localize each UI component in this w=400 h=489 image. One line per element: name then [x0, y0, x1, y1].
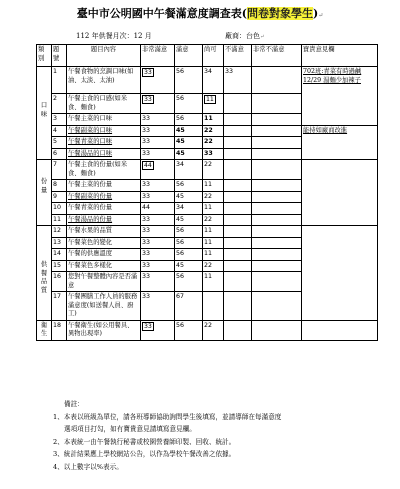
row-number: 2 — [52, 94, 67, 114]
title-highlight[interactable]: 問卷對象學生 — [246, 7, 313, 20]
row-item: 午餐副菜的口味 — [67, 125, 141, 137]
row-number: 16 — [52, 272, 67, 292]
very-satisfied-value: 33 — [144, 69, 152, 76]
satisfied-value: 67 — [175, 292, 203, 321]
very-satisfied-value: 33 — [141, 260, 175, 272]
header-unsatisfied: 不滿意 — [224, 45, 252, 67]
satisfied-value: 56 — [175, 94, 203, 114]
notes-section — [36, 398, 377, 473]
satisfied-value: 45 — [175, 137, 203, 149]
satisfied-value: 34 — [175, 160, 203, 180]
row-item: 午餐青菜的口味 — [67, 137, 141, 149]
very-satisfied-value: 33 — [144, 96, 152, 103]
table-row — [37, 160, 378, 180]
ok-value: 22 — [203, 320, 224, 340]
very-satisfied-value: 44 — [144, 162, 152, 169]
row-number: 5 — [52, 137, 67, 149]
ok-value: 22 — [203, 260, 224, 272]
ok-value: 22 — [203, 160, 224, 180]
very-satisfied-value: 33 — [141, 214, 175, 226]
header-very-satisfied: 非常滿意 — [141, 45, 175, 67]
row-item: 午餐青菜的份量 — [67, 203, 141, 215]
row-item: 午餐菜色的變化 — [67, 237, 141, 249]
header-category: 類別 — [37, 45, 52, 67]
ok-value: 22 — [203, 191, 224, 203]
table-row — [37, 320, 378, 340]
survey-table — [36, 44, 378, 341]
very-unsatisfied-value — [252, 94, 302, 114]
notes-heading: 備註： — [64, 400, 84, 408]
row-item: 午餐主菜的口味 — [67, 114, 141, 126]
row-item: 午餐團膳工作人員的服務滿意度(如送餐人員、廚工) — [67, 292, 141, 321]
ok-value: 11 — [203, 249, 224, 261]
satisfied-value: 56 — [175, 67, 203, 94]
category-amount: 份量 — [37, 160, 52, 226]
row-number: 15 — [52, 260, 67, 272]
very-satisfied-value: 33 — [141, 237, 175, 249]
very-satisfied-value: 33 — [141, 226, 175, 238]
satisfied-value: 45 — [175, 214, 203, 226]
satisfied-value: 45 — [175, 191, 203, 203]
supply-month: 112 年供餐月次：12 月 — [76, 32, 152, 40]
satisfied-value: 45 — [175, 125, 203, 137]
header-number: 題號 — [52, 45, 67, 67]
ok-value: 11 — [203, 180, 224, 192]
header-item: 題目內容 — [67, 45, 141, 67]
very-unsatisfied-value — [252, 67, 302, 94]
very-satisfied-value: 44 — [141, 203, 175, 215]
row-item: 午餐的供應溫度 — [67, 249, 141, 261]
ok-value: 11 — [203, 203, 224, 215]
row-item: 午餐副菜的份量 — [67, 191, 141, 203]
unsatisfied-value: 33 — [224, 67, 252, 94]
very-satisfied-value: 33 — [141, 137, 175, 149]
ok-value: 34 — [203, 67, 224, 94]
table-header-row — [37, 45, 378, 67]
very-satisfied-value: 33 — [141, 191, 175, 203]
category-hygiene: 衛生 — [37, 320, 52, 340]
ok-value: 22 — [203, 214, 224, 226]
vendor: 廠商：台色↵ — [225, 32, 265, 40]
row-item: 午餐食物的烹調口味(如油、太淡、太油) — [67, 67, 141, 94]
table-row — [37, 67, 378, 94]
very-satisfied-value: 33 — [141, 272, 175, 292]
title-close: ) — [312, 7, 319, 20]
row-number: 4 — [52, 125, 67, 137]
satisfied-value: 56 — [175, 226, 203, 238]
satisfied-value: 56 — [175, 114, 203, 126]
paragraph-mark-icon: ↵ — [318, 12, 324, 19]
header-ok: 尚可 — [203, 45, 224, 67]
row-item: 午餐主菜的份量 — [67, 180, 141, 192]
row-number: 9 — [52, 191, 67, 203]
row-number: 3 — [52, 114, 67, 126]
very-satisfied-value: 33 — [141, 292, 175, 321]
row-number: 17 — [52, 292, 67, 321]
ok-value: 11 — [206, 96, 214, 103]
satisfied-value: 45 — [175, 260, 203, 272]
satisfied-value: 56 — [175, 180, 203, 192]
ok-value: 11 — [203, 114, 224, 126]
row-item: 午餐主食的口感(如米食、麵食) — [67, 94, 141, 114]
row-number: 6 — [52, 148, 67, 160]
row-number: 13 — [52, 237, 67, 249]
row-item: 午餐菜色多樣化 — [67, 260, 141, 272]
row-number: 18 — [52, 320, 67, 340]
header-suggestion: 寶貴意見欄 — [302, 45, 378, 67]
very-satisfied-value: 33 — [144, 322, 152, 330]
row-number: 8 — [52, 180, 67, 192]
note-3: 3、統計結果應上學校網站公告，以作為學校午餐改善之依據。 — [53, 450, 236, 458]
row-item: 午餐湯品的份量 — [67, 214, 141, 226]
row-item: 您對午餐整體內容是否滿意 — [67, 272, 141, 292]
ok-value: 33 — [203, 148, 224, 160]
satisfied-value: 56 — [175, 249, 203, 261]
ok-value: 22 — [203, 125, 224, 137]
category-service: 供餐品質 — [37, 226, 52, 321]
satisfied-value: 45 — [175, 148, 203, 160]
suggestion-cell: 702班:青菜有時過鹹 12/29 湯麵少加辣子 — [302, 67, 378, 126]
row-item: 午餐衛生(如公用餐具、異物出現率) — [67, 320, 141, 340]
satisfied-value: 56 — [175, 320, 203, 340]
row-item: 午餐水果的品質 — [67, 226, 141, 238]
row-item: 午餐湯品的口味 — [67, 148, 141, 160]
ok-value: 11 — [203, 226, 224, 238]
note-1-continued: 選項項目打勾，如有寶貴意見請填寫意見欄。 — [64, 425, 196, 433]
satisfied-value: 56 — [175, 272, 203, 292]
unsatisfied-value — [224, 94, 252, 114]
very-satisfied-value: 33 — [141, 180, 175, 192]
row-number: 14 — [52, 249, 67, 261]
header-very-unsatisfied: 非常不滿意 — [252, 45, 302, 67]
row-number: 12 — [52, 226, 67, 238]
header-satisfied: 滿意 — [175, 45, 203, 67]
row-item: 午餐主食的份量(如米食、麵食) — [67, 160, 141, 180]
satisfied-value: 34 — [175, 203, 203, 215]
note-2: 2、本表統一由午餐執行秘書或校園營養師印製、回收、統計。 — [53, 437, 236, 446]
note-4: 4、以上數字以%表示。 — [53, 462, 123, 471]
table-row — [37, 125, 378, 137]
row-number: 1 — [52, 67, 67, 94]
note-1: 1、本表以班級為單位，請各班導師協助詢問學生後填寫，並請導師在每滿意度 — [53, 412, 282, 421]
ok-value: 11 — [203, 237, 224, 249]
very-satisfied-value: 33 — [141, 125, 175, 137]
row-number: 11 — [52, 214, 67, 226]
row-number: 7 — [52, 160, 67, 180]
ok-value: 22 — [203, 137, 224, 149]
suggestion-cell: 能持如廠商改進 — [302, 125, 378, 160]
row-number: 10 — [52, 203, 67, 215]
very-satisfied-value: 33 — [141, 114, 175, 126]
title-main: 臺中市公明國中午餐滿意度調查表( — [76, 7, 247, 20]
ok-value: 11 — [203, 272, 224, 292]
very-satisfied-value: 33 — [141, 148, 175, 160]
satisfied-value: 56 — [175, 237, 203, 249]
table-row — [37, 226, 378, 238]
paragraph-mark-icon: ↵ — [260, 34, 265, 40]
very-satisfied-value: 33 — [141, 249, 175, 261]
page-title — [0, 5, 400, 21]
category-taste: 口味 — [37, 67, 52, 160]
